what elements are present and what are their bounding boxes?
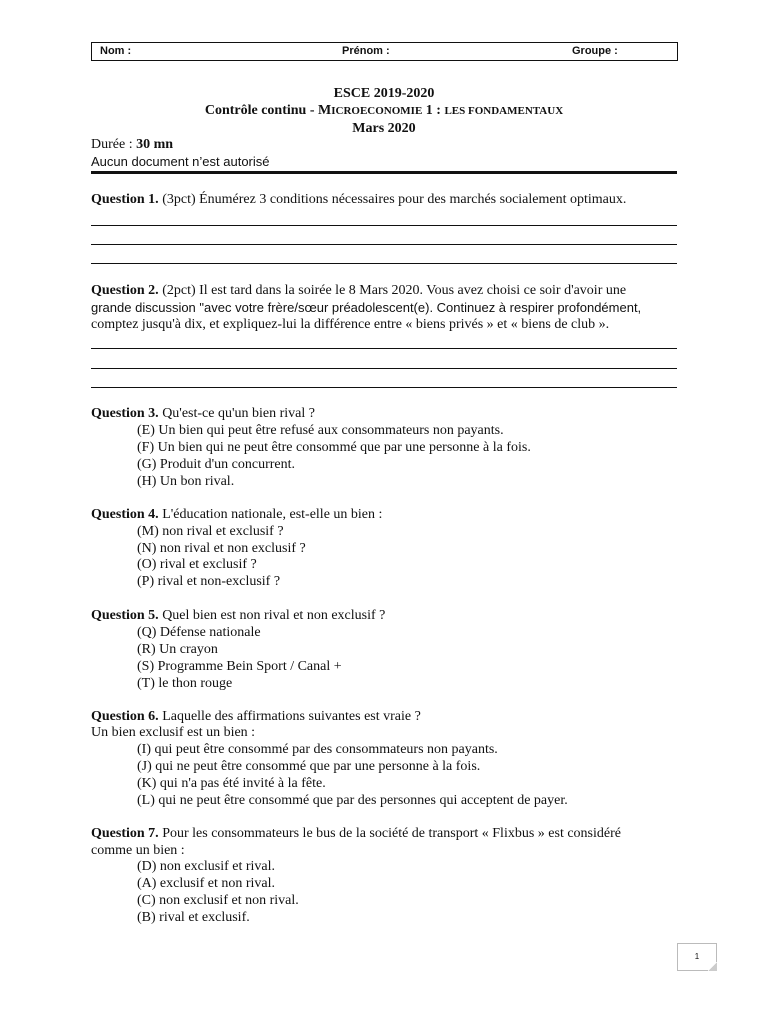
header-divider (91, 171, 677, 174)
exam-title-year: ESCE 2019-2020 (333, 86, 435, 101)
prenom-label: Prénom : (342, 45, 390, 57)
question-7: Question 7. Pour les consommateurs le bus de la société de transport « Flixbus » est considéré (91, 826, 621, 841)
option-m: (M) non rival et exclusif ? (137, 524, 284, 539)
answer-line (91, 348, 677, 349)
option-h: (H) Un bon rival. (137, 474, 235, 489)
answer-line (91, 263, 677, 264)
student-info-box (91, 42, 678, 61)
page-fold-icon (708, 962, 717, 971)
question-6-subtext: Un bien exclusif est un bien : (91, 725, 256, 740)
exam-title-course: Contrôle continu - MICROECONOMIE 1 : LES FONDAMENTAUX (204, 103, 564, 118)
option-b: (B) rival et exclusif. (137, 910, 250, 925)
exam-rule: Aucun document n’est autorisé (91, 154, 270, 169)
option-r: (R) Un crayon (137, 642, 218, 657)
question-3: Question 3. Qu'est-ce qu'un bien rival ? (91, 406, 315, 421)
option-e: (E) Un bien qui peut être refusé aux consommateurs non payants. (137, 423, 504, 438)
option-i: (I) qui peut être consommé par des consommateurs non payants. (137, 742, 498, 757)
option-l: (L) qui ne peut être consommé que par des personnes qui acceptent de payer. (137, 793, 568, 808)
option-d: (D) non exclusif et rival. (137, 859, 276, 874)
question-2: Question 2. (2pct) Il est tard dans la soirée le 8 Mars 2020. Vous avez choisi ce soir d'avoir une (91, 283, 627, 298)
option-k: (K) qui n'a pas été invité à la fête. (137, 776, 326, 791)
exam-title-date: Mars 2020 (352, 121, 416, 136)
option-p: (P) rival et non-exclusif ? (137, 574, 281, 589)
page-number-badge (677, 943, 717, 971)
answer-line (91, 244, 677, 245)
option-a: (A) exclusif et non rival. (137, 876, 276, 891)
answer-line (91, 225, 677, 226)
question-6: Question 6. Laquelle des affirmations suivantes est vraie ? (91, 709, 421, 724)
question-5: Question 5. Quel bien est non rival et non exclusif ? (91, 608, 386, 623)
answer-line (91, 387, 677, 388)
question-2-line3: comptez jusqu'à dix, et expliquez-lui la différence entre « biens privés » et « biens de club ». (91, 317, 610, 332)
option-t: (T) le thon rouge (137, 676, 233, 691)
option-o: (O) rival et exclusif ? (137, 557, 257, 572)
exam-duration: Durée : 30 mn (91, 137, 174, 152)
question-1: Question 1. (3pct) Énumérez 3 conditions nécessaires pour des marchés socialement optimaux. (91, 192, 627, 207)
question-7-line2: comme un bien : (91, 843, 185, 858)
answer-line (91, 368, 677, 369)
option-q: (Q) Défense nationale (137, 625, 261, 640)
nom-label: Nom : (100, 45, 132, 57)
page-number: 1 (694, 952, 700, 961)
option-j: (J) qui ne peut être consommé que par une personne à la fois. (137, 759, 481, 774)
option-n: (N) non rival et non exclusif ? (137, 541, 306, 556)
option-s: (S) Programme Bein Sport / Canal + (137, 659, 342, 674)
option-f: (F) Un bien qui ne peut être consommé que par une personne à la fois. (137, 440, 531, 455)
option-g: (G) Produit d'un concurrent. (137, 457, 296, 472)
question-2-line2: grande discussion "avec votre frère/sœur préadolescent(e). Continuez à respirer profondément, (91, 300, 642, 315)
groupe-label: Groupe : (572, 45, 618, 57)
option-c: (C) non exclusif et non rival. (137, 893, 299, 908)
question-4: Question 4. L'éducation nationale, est-elle un bien : (91, 507, 383, 522)
